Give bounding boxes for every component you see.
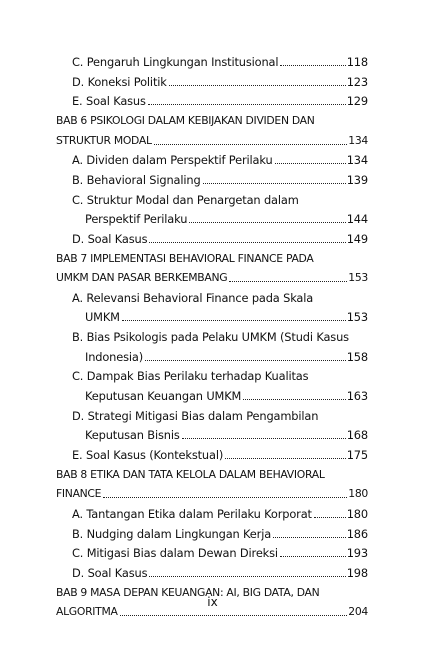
toc-page-number: 144	[346, 212, 368, 227]
dot-leader	[273, 537, 346, 538]
dot-leader	[145, 360, 346, 361]
toc-entry	[0, 72, 425, 92]
toc-entry-title: STRUKTUR MODAL	[56, 133, 152, 147]
toc-entry	[0, 347, 425, 367]
toc-page-number: 198	[346, 565, 368, 580]
toc-entry	[0, 406, 425, 426]
toc-page-number: 134	[348, 133, 368, 147]
page-number: ix	[207, 595, 218, 609]
toc-entry	[0, 386, 425, 406]
toc-page-number: 118	[346, 55, 368, 69]
toc-entry-title: C. Mitigasi Bias dalam Dewan Direksi	[72, 546, 278, 561]
toc-entry-title: B. Behavioral Signaling	[72, 172, 201, 187]
toc-entry	[0, 563, 425, 583]
dot-leader	[280, 65, 346, 66]
toc-entry-title: Keputusan Bisnis	[85, 428, 180, 443]
toc-entry	[0, 91, 425, 111]
toc-page-number: 186	[346, 526, 368, 541]
toc-page-number: 175	[346, 448, 368, 462]
toc-entry-title: D. Soal Kasus	[72, 231, 148, 246]
toc-page-number: 168	[346, 428, 368, 443]
toc-entry	[0, 425, 425, 445]
toc-entry	[0, 445, 425, 465]
toc-chapter-line	[0, 249, 425, 269]
toc-entry-title: B. Nudging dalam Lingkungan Kerja	[72, 526, 272, 541]
toc-entry	[0, 229, 425, 249]
dot-leader	[314, 517, 346, 518]
toc-entry	[0, 504, 425, 524]
toc-entry-title: BAB 7 IMPLEMENTASI BEHAVIORAL FINANCE PADA	[56, 251, 314, 265]
toc-entry	[0, 524, 425, 544]
toc-chapter-line	[0, 465, 425, 485]
toc-entry	[0, 52, 425, 72]
toc-entry-title: E. Soal Kasus (Kontekstual)	[72, 448, 224, 462]
toc-entry-title: D. Koneksi Politik	[72, 74, 167, 89]
toc-entry-title: A. Relevansi Behavioral Finance pada Skala	[72, 290, 314, 305]
toc-entry	[0, 190, 425, 210]
toc-entry-title: Keputusan Keuangan UMKM	[85, 389, 242, 404]
dot-leader	[149, 576, 346, 577]
dot-leader	[275, 163, 346, 164]
toc-entry	[0, 543, 425, 563]
toc-page-number: 123	[346, 74, 368, 89]
toc-entry-title: FINANCE	[56, 487, 102, 501]
toc-entry-title: BAB 8 ETIKA DAN TATA KELOLA DALAM BEHAVIORAL	[56, 467, 325, 481]
toc-page-number: 129	[346, 94, 368, 109]
dot-leader	[103, 497, 347, 498]
dot-leader	[203, 183, 346, 184]
toc-entry-title: E. Soal Kasus	[72, 94, 146, 109]
dot-leader	[182, 438, 346, 439]
toc-chapter-line	[0, 268, 425, 288]
toc-chapter-line	[0, 484, 425, 504]
dot-leader	[229, 281, 347, 282]
toc-page-number: 134	[346, 153, 368, 168]
toc-entry-title: D. Soal Kasus	[72, 565, 148, 580]
toc-page-number: 180	[348, 487, 368, 501]
dot-leader	[149, 242, 346, 243]
toc-entry-title: UMKM DAN PASAR BERKEMBANG	[56, 271, 228, 285]
dot-leader	[120, 615, 347, 616]
toc-entry	[0, 288, 425, 308]
toc-entry-title: B. Bias Psikologis pada Pelaku UMKM (Studi Kasus	[72, 330, 349, 345]
dot-leader	[189, 222, 346, 223]
toc-entry	[0, 170, 425, 190]
toc-page-number: 153	[346, 310, 368, 325]
toc-page-number: 158	[346, 349, 368, 364]
toc-entry-title: A. Tantangan Etika dalam Perilaku Korporat	[72, 506, 312, 521]
toc-entry-title: Indonesia)	[85, 349, 144, 364]
toc-entry	[0, 150, 425, 170]
toc-chapter-line	[0, 131, 425, 151]
toc-page-number: 180	[346, 506, 368, 521]
toc-entry-title: A. Dividen dalam Perspektif Perilaku	[72, 153, 273, 168]
toc-page-number: 149	[346, 231, 368, 246]
dot-leader	[169, 85, 346, 86]
toc-chapter-line	[0, 111, 425, 131]
toc-entry-title: BAB 9 MASA DEPAN KEUANGAN: AI, BIG DATA, DAN	[56, 585, 320, 599]
toc-entry-title: C. Struktur Modal dan Penargetan dalam	[72, 192, 299, 207]
toc-entry-title: C. Pengaruh Lingkungan Institusional	[72, 55, 279, 69]
toc-entry-title: Perspektif Perilaku	[85, 212, 188, 227]
toc-entry-title: BAB 6 PSIKOLOGI DALAM KEBIJAKAN DIVIDEN DAN	[56, 113, 315, 127]
toc-page-number: 153	[348, 271, 368, 285]
toc-entry	[0, 209, 425, 229]
toc-page-number: 204	[348, 605, 368, 619]
dot-leader	[280, 556, 346, 557]
dot-leader	[148, 104, 346, 105]
toc-page-number: 139	[346, 172, 368, 187]
toc-page-number: 193	[346, 546, 368, 561]
toc-entry	[0, 366, 425, 386]
toc-entry-title: UMKM	[85, 310, 120, 325]
dot-leader	[154, 144, 347, 145]
toc-entry-title: D. Strategi Mitigasi Bias dalam Pengambilan	[72, 408, 319, 423]
toc-page-number: 163	[346, 389, 368, 404]
toc-entry	[0, 307, 425, 327]
dot-leader	[225, 458, 346, 459]
dot-leader	[243, 399, 346, 400]
toc-entry	[0, 327, 425, 347]
toc-entry-title: C. Dampak Bias Perilaku terhadap Kualitas	[72, 369, 309, 384]
dot-leader	[122, 320, 346, 321]
toc-entry-title: ALGORITMA	[56, 605, 118, 619]
